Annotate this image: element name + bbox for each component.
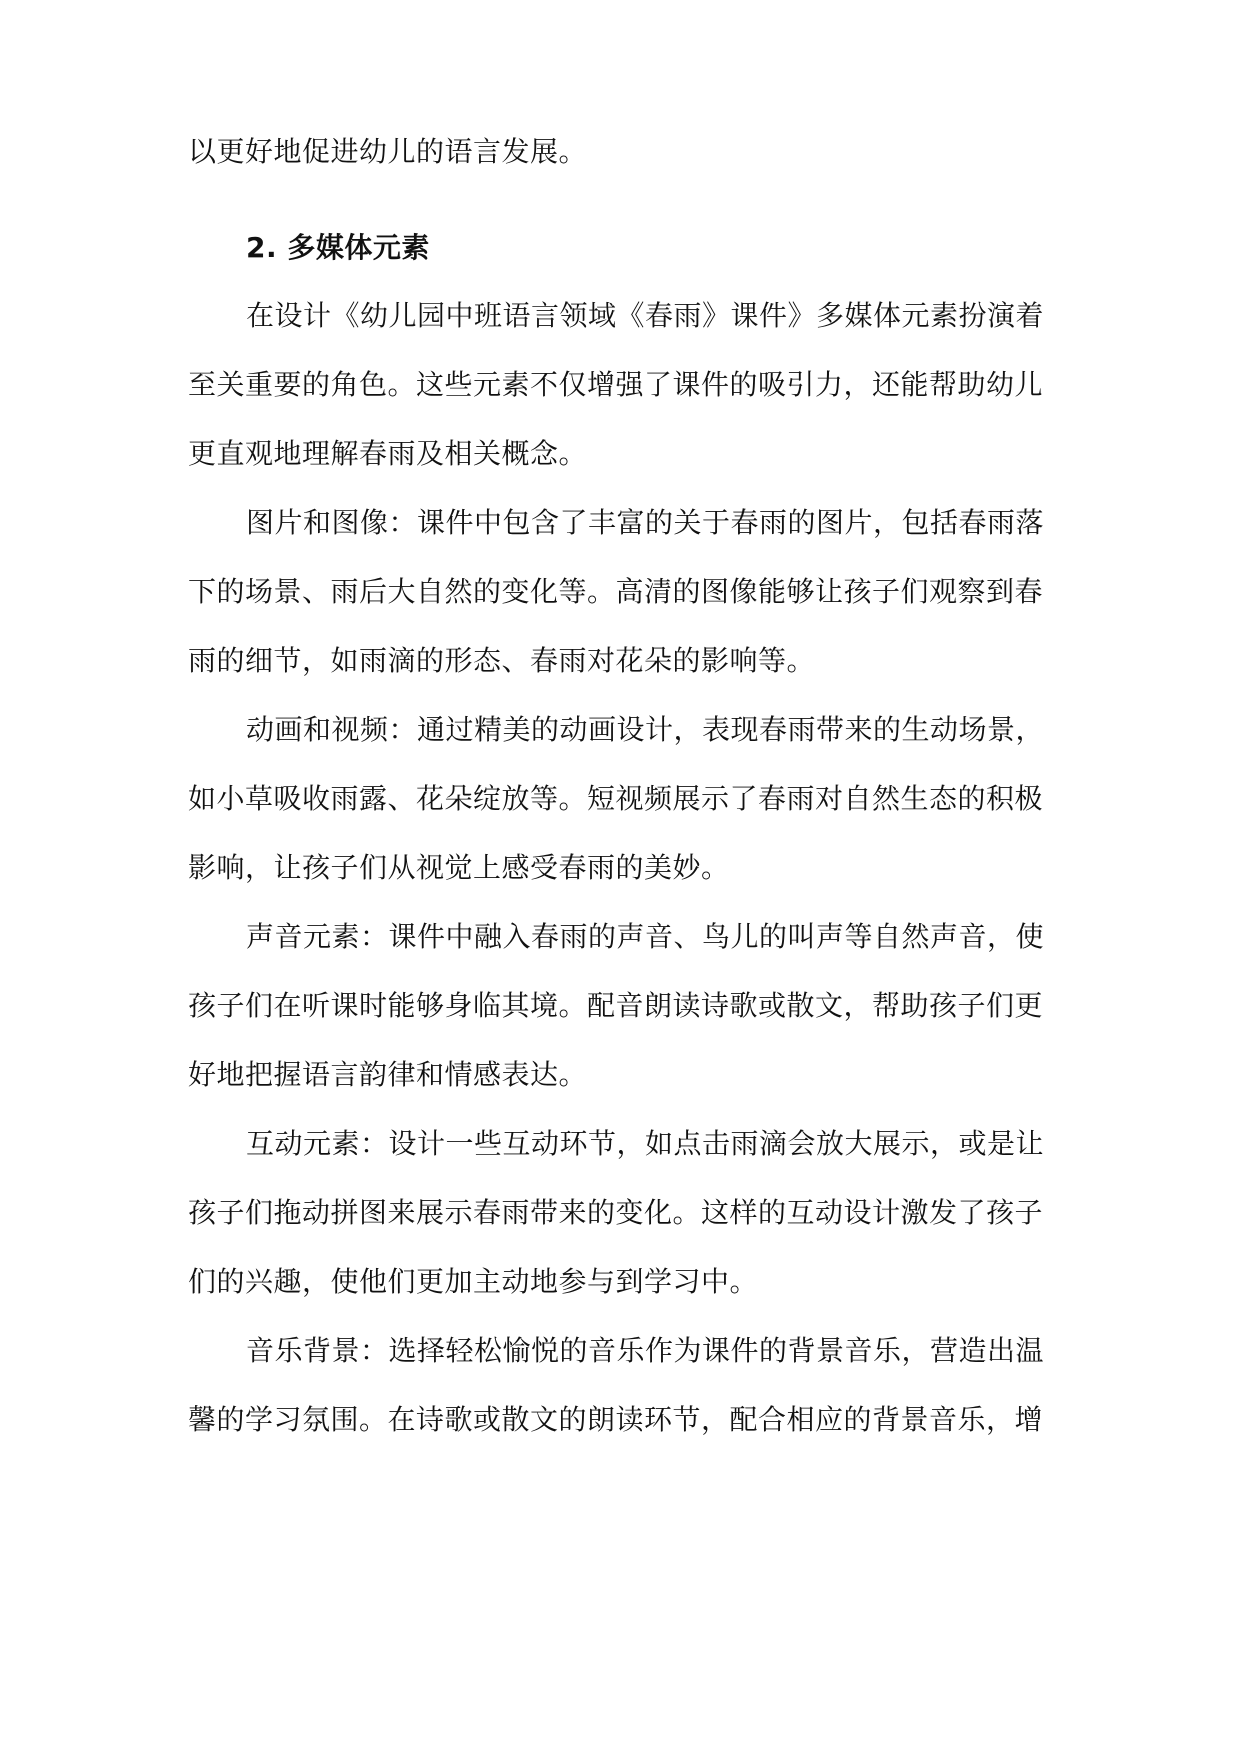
paragraph-line: 影响，让孩子们从视觉上感受春雨的美妙。: [188, 851, 730, 884]
paragraph-line: 孩子们拖动拼图来展示春雨带来的变化。这样的互动设计激发了孩子: [188, 1196, 1044, 1229]
paragraph-line: 更直观地理解春雨及相关概念。: [188, 437, 588, 470]
paragraph-line: 至关重要的角色。这些元素不仅增强了课件的吸引力，还能帮助幼儿: [188, 368, 1044, 401]
paragraph-line: 们的兴趣，使他们更加主动地参与到学习中。: [188, 1265, 759, 1298]
section-heading: 2. 多媒体元素: [246, 231, 430, 264]
paragraph-line: 互动元素：设计一些互动环节，如点击雨滴会放大展示，或是让: [246, 1127, 1045, 1160]
paragraph-line: 下的场景、雨后大自然的变化等。高清的图像能够让孩子们观察到春: [188, 575, 1044, 608]
paragraph-line: 在设计《幼儿园中班语言领域《春雨》课件》多媒体元素扮演着: [246, 299, 1045, 332]
paragraph-line: 动画和视频：通过精美的动画设计，表现春雨带来的生动场景，: [246, 713, 1045, 746]
paragraph-line: 如小草吸收雨露、花朵绽放等。短视频展示了春雨对自然生态的积极: [188, 782, 1044, 815]
paragraph-line: 图片和图像：课件中包含了丰富的关于春雨的图片，包括春雨落: [246, 506, 1045, 539]
paragraph-line: 音乐背景：选择轻松愉悦的音乐作为课件的背景音乐，营造出温: [246, 1334, 1045, 1367]
paragraph-line: 以更好地促进幼儿的语言发展。: [188, 135, 588, 168]
paragraph-line: 声音元素：课件中融入春雨的声音、鸟儿的叫声等自然声音，使: [246, 920, 1045, 953]
paragraph-line: 孩子们在听课时能够身临其境。配音朗读诗歌或散文，帮助孩子们更: [188, 989, 1044, 1022]
paragraph-line: 雨的细节，如雨滴的形态、春雨对花朵的影响等。: [188, 644, 816, 677]
paragraph-line: 馨的学习氛围。在诗歌或散文的朗读环节，配合相应的背景音乐，增: [188, 1403, 1044, 1436]
paragraph-line: 好地把握语言韵律和情感表达。: [188, 1058, 588, 1091]
